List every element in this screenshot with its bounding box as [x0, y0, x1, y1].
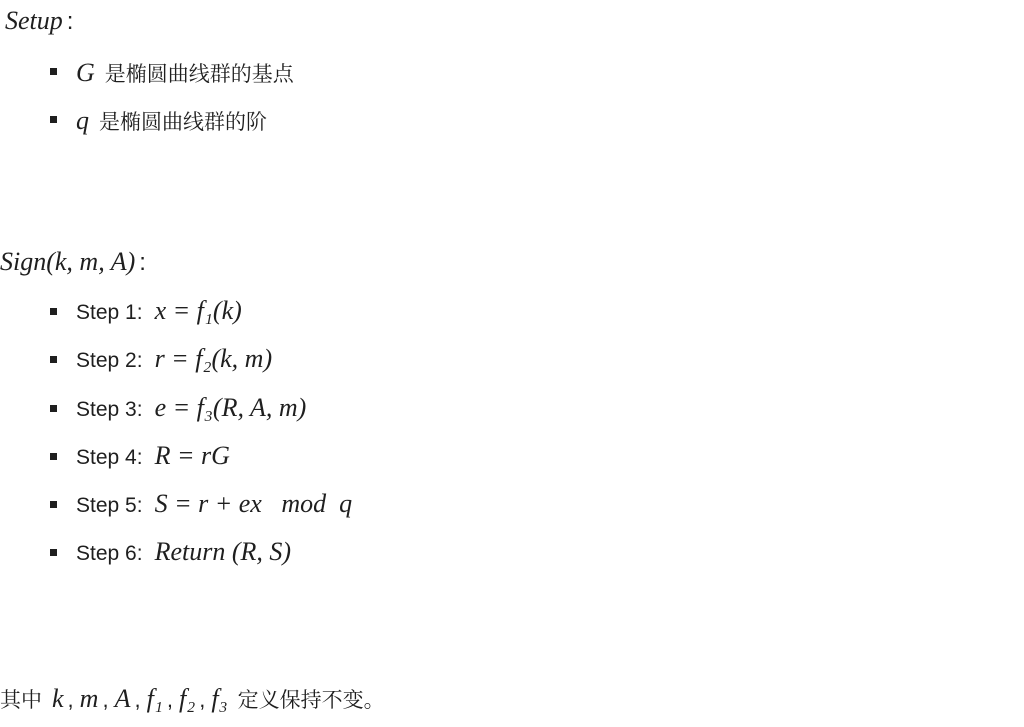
footer-prefix: 其中 [0, 688, 42, 712]
footer-symbol-m: m [79, 684, 99, 713]
setup-description: 是椭圆曲线群的阶 [99, 110, 267, 134]
step-label: Step 2: [76, 349, 143, 372]
bullet-icon [50, 405, 57, 412]
setup-description: 是椭圆曲线群的基点 [104, 62, 294, 86]
step-label: Step 4: [76, 446, 143, 469]
setup-symbol: q [76, 106, 89, 135]
setup-title: Setup [5, 6, 63, 35]
step-formula: Return (R, S) [154, 537, 292, 566]
setup-symbol: G [76, 58, 95, 87]
footer-separator: , [134, 687, 141, 712]
footer-suffix: 定义保持不变。 [237, 688, 385, 712]
footer-symbol-a: A [114, 684, 131, 713]
setup-colon: : [66, 8, 74, 35]
setup-heading [5, 8, 73, 36]
footer-symbol-f2: f₂ [178, 684, 196, 713]
footer-note [0, 684, 385, 714]
footer-symbol-f3: f₃ [211, 684, 228, 713]
footer-symbol-k: k [52, 684, 64, 713]
bullet-icon [50, 453, 57, 460]
bullet-icon [50, 308, 57, 315]
step-formula: r = f₂(k, m) [154, 344, 273, 373]
sign-title: Sign(k, m, A) [0, 247, 136, 276]
footer-separator: , [199, 687, 206, 712]
step-label: Step 5: [76, 494, 143, 517]
footer-separator: , [102, 687, 109, 712]
sign-colon: : [139, 249, 146, 276]
sign-heading [0, 249, 146, 277]
bullet-icon [50, 68, 57, 75]
step-formula: R = rG [154, 441, 230, 470]
bullet-icon [50, 116, 57, 123]
step-formula: e = f₃(R, A, m) [154, 393, 307, 422]
step-label: Step 3: [76, 398, 143, 421]
footer-separator: , [166, 687, 173, 712]
step-label: Step 6: [76, 542, 143, 565]
step-formula: S = r + ex mod q [154, 489, 353, 518]
bullet-icon [50, 501, 57, 508]
bullet-icon [50, 549, 57, 556]
bullet-icon [50, 356, 57, 363]
step-label: Step 1: [76, 301, 143, 324]
step-formula: x = f₁(k) [154, 296, 242, 325]
footer-symbol-f1: f₁ [146, 684, 163, 713]
footer-separator: , [67, 687, 74, 712]
